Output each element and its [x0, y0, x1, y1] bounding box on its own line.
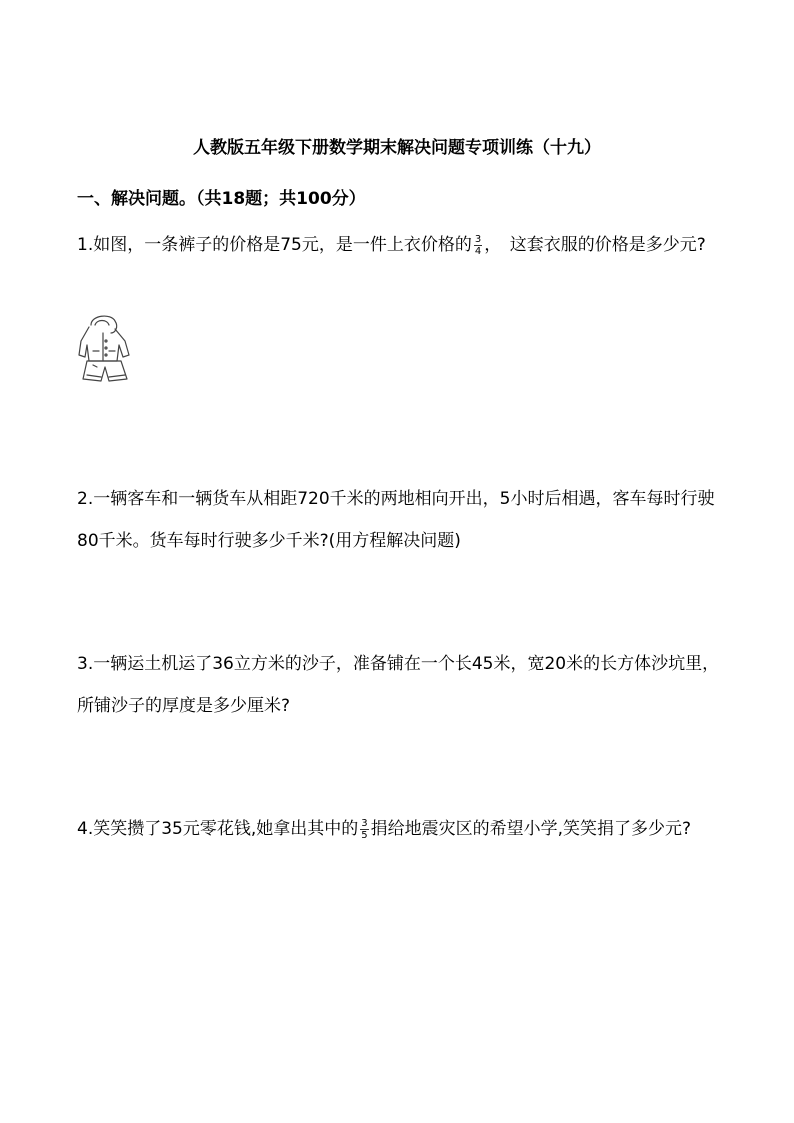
clothes-illustration-icon [73, 311, 137, 383]
question-4 [77, 808, 722, 850]
question-1-text-pre: 1.如图，一条裤子的价格是75元，是一件上衣价格的 [77, 235, 472, 255]
question-2: 2.一辆客车和一辆货车从相距720千米的两地相向开出，5小时后相遇，客车每时行驶80千米。货车每时行驶多少千米?(用方程解决问题) [77, 489, 715, 551]
page-title: 人教版五年级下册数学期末解决问题专项训练（十九） [193, 138, 601, 158]
fraction-3-5: $\frac{3}{5}$ [361, 817, 368, 841]
fraction-3-4: $\frac{3}{4}$ [474, 233, 482, 257]
section-heading: 一、解决问题。（共18题；共100分） [77, 189, 366, 209]
question-4-text-post: 捐给地震灾区的希望小学,笑笑捐了多少元? [370, 819, 692, 839]
question-1-text-post: ， 这套衣服的价格是多少元? [484, 235, 706, 255]
question-1 [77, 224, 722, 266]
question-4-text-pre: 4.笑笑攒了35元零花钱,她拿出其中的 [77, 819, 359, 839]
question-3: 3.一辆运土机运了36立方米的沙子，准备铺在一个长45米，宽20米的长方体沙坑里，所铺沙子的厚度是多少厘米? [77, 654, 720, 716]
